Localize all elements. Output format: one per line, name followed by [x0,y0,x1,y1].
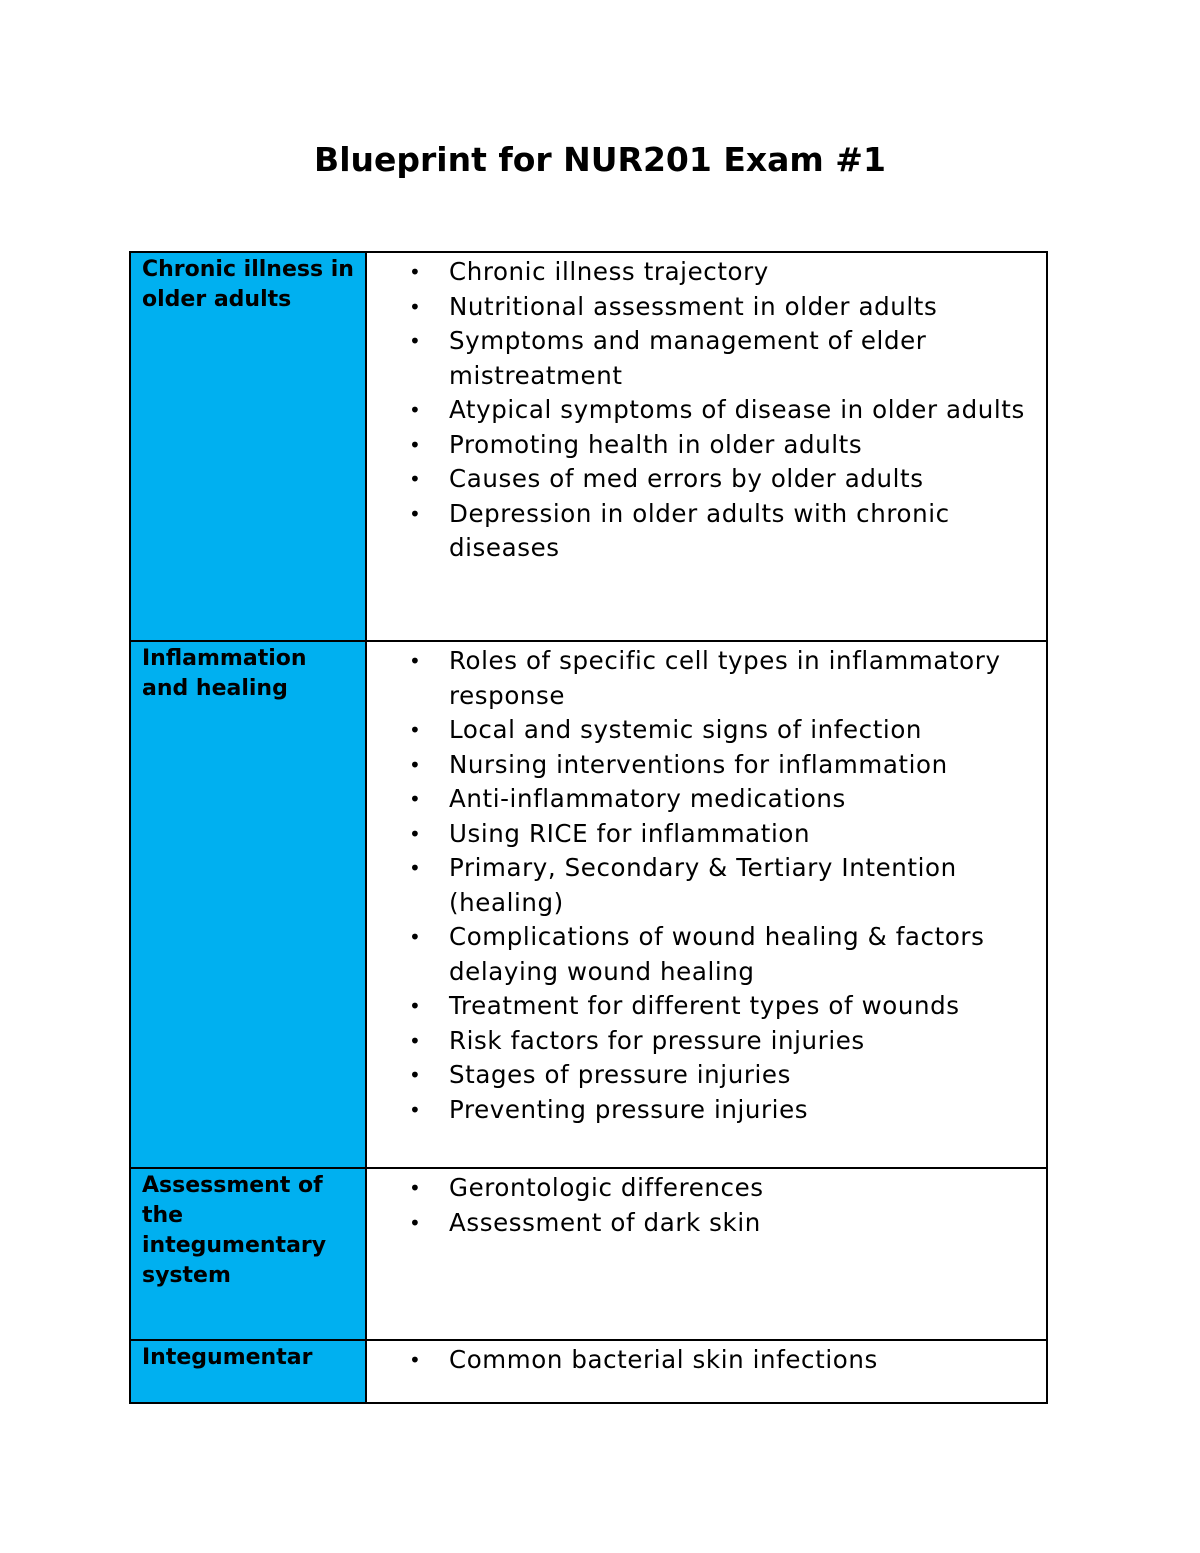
exam-blueprint-table [129,251,1048,1404]
list-item [367,1024,1036,1059]
bullet-icon: • [409,294,422,319]
list-item [367,920,1036,989]
list-item-text: Risk factors for pressure injuries [449,1025,865,1055]
list-item [367,324,1036,393]
topic-cell [130,252,366,641]
list-item [367,290,1036,325]
list-item [367,497,1036,566]
topic-label: Chronic illness in older adults [142,257,354,312]
list-item-text: Local and systemic signs of infection [449,715,923,744]
table-row [130,1340,1047,1403]
items-cell [366,1340,1047,1403]
list-item [367,1343,1036,1378]
page-title: Blueprint for NUR201 Exam #1 [314,140,886,179]
list-item [367,817,1036,852]
bullet-icon: • [409,856,422,880]
list-item-text: Gerontologic differences [449,1173,764,1202]
topic-cell [130,1340,366,1403]
list-item-text: Depression in older adults with chronic diseases [449,498,950,562]
topic-cell [130,641,366,1168]
topic-items-list [367,1343,1036,1378]
bullet-icon: • [409,1097,422,1122]
bullet-icon: • [409,1176,422,1200]
list-item [367,1093,1036,1128]
list-item-text: Using RICE for inflammation [449,818,811,848]
list-item-text: Treatment for different types of wounds [449,991,960,1020]
table-row [130,641,1047,1168]
list-item-text: Roles of specific cell types in inflammatory response [449,646,1001,710]
bullet-icon: • [409,787,422,811]
list-item-text: Nutritional assessment in older adults [449,291,938,321]
list-item-text: Atypical symptoms of disease in older adults [449,395,1025,424]
topic-label: Assessment of the integumentary system [142,1173,327,1288]
table-row [130,252,1047,641]
list-item-text: Anti-inflammatory medications [449,784,846,813]
topic-items-list [367,1171,1036,1240]
list-item [367,644,1036,713]
list-item [367,393,1036,428]
list-item-text: Stages of pressure injuries [449,1060,791,1089]
topic-label: Integumentar [142,1345,313,1370]
list-item-text: Promoting health in older adults [449,429,863,459]
bullet-icon: • [409,994,422,1018]
list-item [367,713,1036,748]
bullet-icon: • [409,649,422,673]
bullet-icon: • [409,260,422,284]
list-item [367,1058,1036,1093]
list-item-text: Nursing interventions for inflammation [449,749,948,779]
items-cell [366,252,1047,641]
list-item [367,1171,1036,1206]
list-item-text: Chronic illness trajectory [449,257,769,286]
bullet-icon: • [409,752,422,777]
list-item-text: Causes of med errors by older adults [449,464,924,493]
list-item-text: Assessment of dark skin [449,1207,761,1237]
bullet-icon: • [409,329,422,353]
bullet-icon: • [409,1063,422,1087]
bullet-icon: • [409,718,422,742]
list-item-text: Complications of wound healing & factors delaying wound healing [449,922,985,986]
list-item [367,989,1036,1024]
topic-items-list [367,255,1036,566]
bullet-icon: • [409,501,422,526]
list-item-text: Symptoms and management of elder mistreatment [449,326,927,390]
list-item [367,255,1036,290]
bullet-icon: • [409,821,422,846]
bullet-icon: • [409,1210,422,1235]
items-cell [366,641,1047,1168]
list-item [367,462,1036,497]
list-item-text: Common bacterial skin infections [449,1345,878,1374]
list-item [367,748,1036,783]
topic-label: Inflammation and healing [142,646,307,701]
list-item [367,782,1036,817]
items-cell [366,1168,1047,1340]
bullet-icon: • [409,467,422,491]
list-item [367,1206,1036,1241]
list-item [367,428,1036,463]
bullet-icon: • [409,1028,422,1053]
topic-items-list [367,644,1036,1127]
list-item [367,851,1036,920]
bullet-icon: • [409,432,422,457]
list-item-text: Primary, Secondary & Tertiary Intention (healing) [449,853,957,917]
bullet-icon: • [409,398,422,422]
bullet-icon: • [409,925,422,949]
bullet-icon: • [409,1348,422,1372]
topic-cell [130,1168,366,1340]
list-item-text: Preventing pressure injuries [449,1094,809,1124]
table-row [130,1168,1047,1340]
